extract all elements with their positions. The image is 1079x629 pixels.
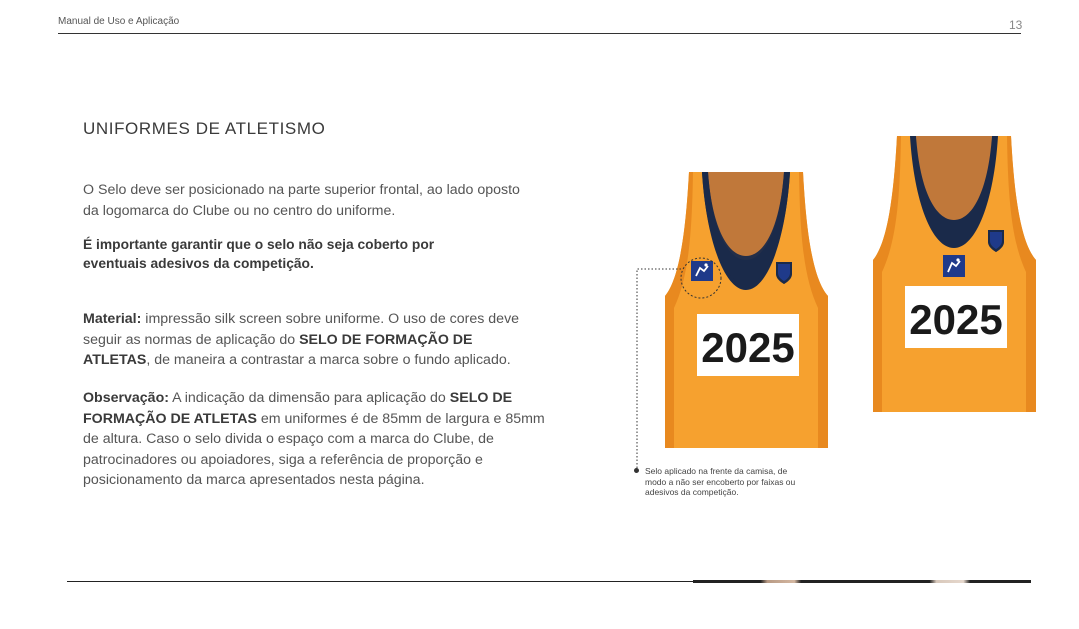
- seal-callout: [620, 250, 740, 480]
- material-strong: SELO DE FORMAÇÃO DE ATLETAS: [83, 331, 473, 368]
- section-title: UNIFORMES DE ATLETISMO: [83, 119, 326, 138]
- observation-paragraph: [83, 388, 553, 491]
- material-paragraph: [83, 309, 533, 371]
- jersey-number-right: 2025: [909, 296, 1003, 343]
- header-title: Manual de Uso e Aplicação: [58, 16, 180, 27]
- jersey-front-right: [870, 132, 1038, 416]
- material-text-1: impressão silk screen sobre uniforme. O uso de cores deve seguir as normas de aplicação do: [83, 311, 520, 348]
- observation-strong: SELO DE FORMAÇÃO DE ATLETAS: [83, 390, 513, 427]
- observation-text-1: A indicação da dimensão para aplicação do: [168, 390, 450, 406]
- important-paragraph: É importante garantir que o selo não seja coberto por eventuais adesivos da competição.: [83, 237, 435, 271]
- caption-text: Selo aplicado na frente da camisa, de modo a não ser encoberto por faixas ou adesivos da competição.: [645, 466, 796, 497]
- material-text-2: , de maneira a contrastar a marca sobre o fundo aplicado.: [146, 352, 511, 368]
- intro-paragraph: O Selo deve ser posicionado na parte superior frontal, ao lado oposto da logomarca do Clube ou no centro do uniforme.: [83, 182, 520, 219]
- jersey-number-left: 2025: [701, 324, 795, 371]
- page-number: 13: [1009, 18, 1023, 32]
- caption-bullet: [634, 468, 639, 473]
- observation-label: Observação:: [83, 390, 169, 406]
- observation-text-2: em uniformes é de 85mm de largura e 85mm de altura. Caso o selo divida o espaço com a marca do Clube, de patrocinadores ou apoiadores, siga a referência de proporção e posicionamento da marca apresentados nesta página.: [83, 410, 545, 488]
- footer-image-strip: [693, 580, 1031, 583]
- material-label: Material:: [83, 311, 142, 327]
- header-divider: [58, 33, 1021, 34]
